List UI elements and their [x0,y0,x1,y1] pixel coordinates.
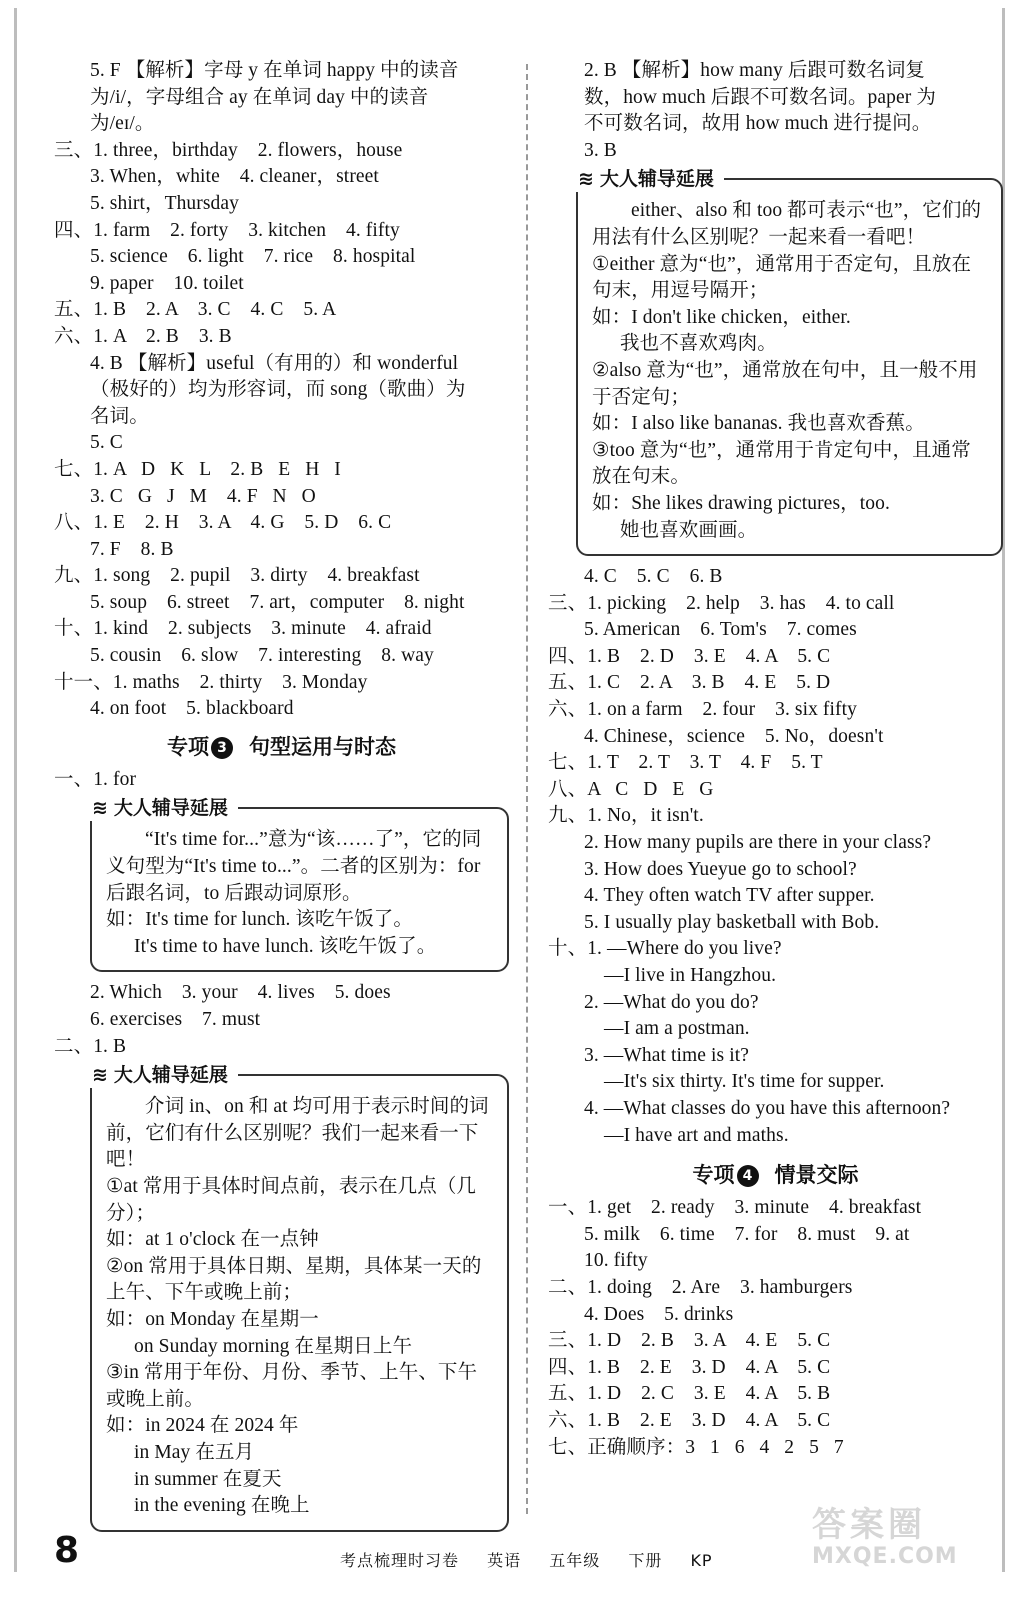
answer-line: 四、1. B 2. E 3. D 4. A 5. C [548,1356,831,1378]
answer-line: 2. How many pupils are there in your class? [584,832,932,854]
answer-line: 六、1. on a farm 2. four 3. six fifty [548,699,858,721]
box-text: on Sunday morning 在星期日上午 [134,1335,413,1357]
answer-line: 二、1. doing 2. Are 3. hamburgers [548,1276,853,1298]
answer-line: 三、1. picking 2. help 3. has 4. to call [548,592,895,614]
answer-line: —I have art and maths. [604,1124,789,1146]
answer-line: 三、1. three，birthday 2. flowers，house [54,139,403,161]
box-text: in summer 在夏天 [134,1468,282,1490]
answer-line: 为/eɪ/。 [90,113,155,135]
answer-line: 四、1. farm 2. forty 3. kitchen 4. fifty [54,219,400,241]
answer-line: —It's six thirty. It's time for supper. [604,1071,885,1093]
answer-line: 4. on foot 5. blackboard [90,698,294,720]
answer-line: 六、1. A 2. B 3. B [54,325,232,347]
answer-line: 5. American 6. Tom's 7. comes [584,619,857,641]
box-text: 如：in 2024 在 2024 年 [106,1415,299,1437]
box-text: ②also 意为“也”，通常放在句中，且一般不用于否定句； [592,359,978,408]
answer-line: 2. Which 3. your 4. lives 5. does [90,982,391,1004]
grade: 五年级 [549,1551,601,1570]
answer-line: 7. F 8. B [90,538,174,560]
box-text: 如：She likes drawing pictures，too. [592,492,890,514]
box-text: either、also 和 too 都可表示“也”，它们的用法有什么区别呢？一起来看一看吧！ [592,200,982,248]
answer-line: 4. C 5. C 6. B [584,566,723,588]
book-name: 考点梳理时习卷 [340,1551,460,1570]
answer-line: 十、1. kind 2. subjects 3. minute 4. afraid [54,618,432,640]
box-text: ①at 常用于具体时间点前，表示在几点（几分）； [106,1175,477,1224]
box-title: 大人辅导延展 [113,1064,228,1087]
term: 下册 [628,1551,663,1570]
page-number: 8 [54,1530,80,1571]
watermark-top: 答案圈 [812,1505,926,1545]
answer-line: 10. fifty [584,1250,648,1272]
section-heading: 句型运用与时态 [249,734,396,759]
answer-line: 七、1. A D K L 2. B E H I [54,458,341,480]
answer-line: —I am a postman. [604,1018,750,1040]
answer-line: 一、1. for [54,768,137,790]
waves-icon: ≋ [92,1064,106,1087]
answer-line: 3. When，white 4. cleaner，street [90,166,379,188]
answer-line: 八、1. E 2. H 3. A 4. G 5. D 6. C [54,512,392,534]
subject: 英语 [487,1551,522,1570]
box-title: 大人辅导延展 [113,797,228,820]
box-text: 我也不喜欢鸡肉。 [620,333,777,355]
watermark-logo [812,1505,1002,1575]
answer-line: 五、1. B 2. A 3. C 4. C 5. A [54,299,337,321]
answer-line: 4. —What classes do you have this afternoon? [584,1097,951,1119]
box-text: 如：at 1 o'clock 在一点钟 [106,1229,319,1251]
column-divider [526,64,528,1514]
answer-line: 为/i/，字母组合 ay 在单词 day 中的读音 [90,86,429,108]
answer-line: 名词。 [90,405,149,427]
box-text: ②on 常用于具体日期、星期，具体某一天的上午、下午或晚上前； [106,1255,482,1304]
answer-line: 3. —What time is it? [584,1044,750,1066]
section-heading: 情景交际 [774,1163,859,1188]
answer-line: 4. Does 5. drinks [584,1303,734,1325]
answer-line: 5. I usually play basketball with Bob. [584,911,880,933]
answer-line: 数，how much 后跟不可数名词。paper 为 [584,86,936,108]
tutor-extension-box [576,168,1003,556]
answer-line: 9. paper 10. toilet [90,272,244,294]
answer-line: 不可数名词，故用 how much 进行提问。 [584,113,932,135]
answer-line: 五、1. D 2. C 3. E 4. A 5. B [548,1383,831,1405]
box-text: 如：It's time for lunch. 该吃午饭了。 [106,909,414,931]
answer-line: 九、1. song 2. pupil 3. dirty 4. breakfast [54,565,420,587]
section-number-badge: 3 [211,737,233,759]
answer-line: 5. science 6. light 7. rice 8. hospital [90,246,416,268]
box-header [574,166,724,192]
box-text: “It's time for...”意为“该……了”，它的同义句型为“It's time to...”。二者的区别为：for 后跟名词，to 后跟动词原形。 [106,829,482,904]
answer-line: 五、1. C 2. A 3. B 4. E 5. D [548,672,831,694]
box-text: 她也喜欢画画。 [620,519,758,541]
section-prefix: 专项 [692,1163,735,1188]
box-header [88,795,238,821]
answer-line: 2. B 【解析】how many 后跟可数名词复 [584,60,926,81]
section-title [54,727,509,767]
answer-line: 4. They often watch TV after supper. [584,885,875,907]
answer-line: （极好的）均为形容词，而 song（歌曲）为 [90,379,466,401]
answer-line: 5. cousin 6. slow 7. interesting 8. way [90,645,434,667]
box-text: 如：I also like bananas. 我也喜欢香蕉。 [592,413,925,435]
footer-info [340,1548,735,1571]
answer-line: 四、1. B 2. D 3. E 4. A 5. C [548,645,831,667]
answer-line: 5. milk 6. time 7. for 8. must 9. at [584,1223,910,1245]
answer-line: 5. shirt，Thursday [90,192,240,214]
answer-line: 九、1. No，it isn't. [548,805,704,827]
answer-line: 3. B [584,139,617,161]
answer-line: 5. soup 6. street 7. art，computer 8. night [90,591,465,613]
box-header [88,1062,238,1088]
answer-line: 六、1. B 2. E 3. D 4. A 5. C [548,1409,831,1431]
answer-line: 一、1. get 2. ready 3. minute 4. breakfast [548,1197,922,1219]
box-title: 大人辅导延展 [599,168,714,191]
answer-line: 十一、1. maths 2. thirty 3. Monday [54,671,368,693]
box-text: ③too 意为“也”，通常用于肯定句中，且通常放在句末。 [592,439,971,488]
box-text: 如：on Monday 在星期一 [106,1308,319,1330]
box-text: 如：I don't like chicken，either. [592,306,851,328]
box-text: in the evening 在晚上 [134,1495,310,1517]
answer-line: 七、正确顺序：3 1 6 4 2 5 7 [548,1436,844,1458]
waves-icon: ≋ [92,797,106,820]
answer-line: 4. B 【解析】useful（有用的）和 wonderful [90,352,459,374]
section-title [548,1155,1003,1195]
section-prefix: 专项 [167,734,209,759]
answer-line: 5. F 【解析】字母 y 在单词 happy 中的读音 [90,60,459,81]
waves-icon: ≋ [578,168,592,191]
answer-line: 3. How does Yueyue go to school? [584,858,857,880]
watermark-bottom: MXQE.COM [812,1544,958,1569]
box-text: ③in 常用于年份、月份、季节、上午、下午或晚上前。 [106,1362,478,1410]
answer-line: 4. Chinese，science 5. No，doesn't [584,725,884,747]
answer-line: 八、A C D E G [548,778,714,800]
answer-line: 3. C G J M 4. F N O [90,485,316,507]
box-text: in May 在五月 [134,1441,255,1463]
answer-line: 七、1. T 2. T 3. T 4. F 5. T [548,752,823,774]
box-text: ①either 意为“也”，通常用于否定句，且放在句末，用逗号隔开； [592,253,972,302]
box-text: It's time to have lunch. 该吃午饭了。 [134,935,437,957]
answer-line: 三、1. D 2. B 3. A 4. E 5. C [548,1330,831,1352]
answer-line: —I live in Hangzhou. [604,965,777,986]
answer-line: 6. exercises 7. must [90,1009,261,1030]
answer-line: 2. —What do you do? [584,991,759,1013]
answer-line: 十、1. —Where do you live? [548,938,782,960]
tutor-extension-box [90,797,509,972]
answer-line: 二、1. B [54,1035,127,1057]
answer-line: 5. C [90,432,123,454]
edition: KP [690,1551,713,1570]
tutor-extension-box [90,1064,509,1532]
right-column [548,58,1003,1461]
box-text: 介词 in、on 和 at 均可用于表示时间的词前，它们有什么区别呢？我们一起来看一下吧！ [106,1096,489,1171]
section-number-badge: 4 [737,1165,759,1187]
left-column [54,58,509,1540]
